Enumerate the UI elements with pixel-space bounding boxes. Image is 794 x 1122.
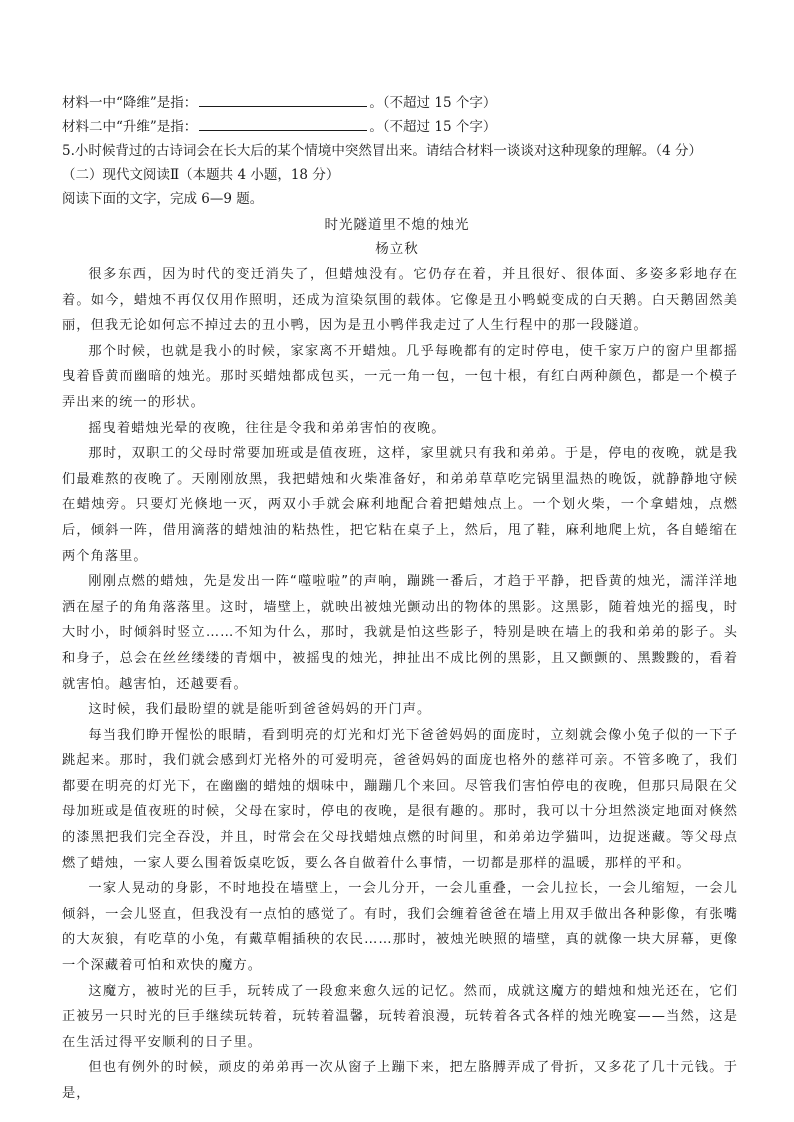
- question-4-limit-2: 。（不超过 15 个字）: [369, 119, 497, 135]
- answer-blank-1[interactable]: [199, 94, 367, 107]
- section-heading: （二）现代文阅读Ⅱ（本题共 4 小题，18 分）: [62, 167, 340, 183]
- paragraph: 一家人晃动的身影，不时地投在墙壁上，一会儿分开，一会儿重叠，一会儿拉长，一会儿缩短，一会儿倾斜，一会儿竖直，但我没有一点怕的感觉了。有时，我们会缠着爸爸在墙上用双手做出各种影像，有张嘴的大灰狼，有吃草的小兔，有戴草帽插秧的农民……那时，被烛光映照的墙壁，真的就像一块大屏幕，更像一个深藏着可怕和欢快的魔方。: [62, 881, 738, 974]
- paragraph: 每当我们睁开惺忪的眼睛，看到明亮的灯光和灯光下爸爸妈妈的面庞时，立刻就会像小兔子似的一下子跳起来。那时，我们就会感到灯光格外的可爱明亮，爸爸妈妈的面庞也格外的慈祥可亲。不管多晚了，我们都要在明亮的灯光下，在幽幽的蜡烛的烟味中，蹦蹦几个来回。尽管我们害怕停电的夜晚，但那只局限在父母加班或是值夜班的时候，父母在家时，停电的夜晚，是很有趣的。那时，我可以十分坦然淡定地面对倏然的漆黑把我们完全吞没，并且，时常会在父母找蜡烛点燃的时间里，和弟弟边学猫叫，边捉迷藏。等父母点燃了蜡烛，一家人要么围着饭桌吃饭，要么各自做着什么事情，一切都是那样的温暖，那样的平和。: [62, 727, 738, 871]
- article-author: 杨立秋: [375, 241, 419, 257]
- paragraph: 这时候，我们最盼望的就是能听到爸爸妈妈的开门声。: [88, 702, 432, 718]
- paragraph: 这魔方，被时光的巨手，玩转成了一段愈来愈久远的记忆。然而，成就这魔方的蜡烛和烛光还在，它们正被另一只时光的巨手继续玩转着，玩转着温馨，玩转着浪漫，玩转着各式各样的烛光晚宴——当然，这是在生活过得平安顺利的日子里。: [62, 983, 738, 1050]
- reading-instruction: 阅读下面的文字，完成 6—9 题。: [62, 191, 264, 207]
- article-title: 时光隧道里不熄的烛光: [324, 217, 470, 233]
- answer-blank-2[interactable]: [199, 118, 367, 131]
- question-4-limit-1: 。（不超过 15 个字）: [369, 95, 497, 111]
- paragraph: 但也有例外的时候，顽皮的弟弟再一次从窗子上蹦下来，把左胳膊弄成了骨折，又多花了几十元钱。于是，: [62, 1060, 738, 1101]
- paragraph: 那时，双职工的父母时常要加班或是值夜班，这样，家里就只有我和弟弟。于是，停电的夜晚，就是我们最难熬的夜晚了。天刚刚放黑，我把蜡烛和火柴准备好，和弟弟草草吃完锅里温热的晚饭，就静静地守候在蜡烛旁。只要灯光倏地一灭，两双小手就会麻利地配合着把蜡烛点上。一个划火柴，一个拿蜡烛，点燃后，倾斜一阵，借用滴落的蜡烛油的粘热性，把它粘在桌子上，然后，甩了鞋，麻利地爬上炕，各自蜷缩在两个角落里。: [62, 446, 738, 564]
- paragraph: 很多东西，因为时代的变迁消失了，但蜡烛没有。它仍存在着，并且很好、很体面、多姿多彩地存在着。如今，蜡烛不再仅仅用作照明，还成为渲染氛围的载体。它像是丑小鸭蜕变成的白天鹅。白天鹅固然美丽，但我无论如何忘不掉过去的丑小鸭，因为是丑小鸭伴我走过了人生行程中的那一段隧道。: [62, 267, 738, 334]
- paragraph: 刚刚点燃的蜡烛，先是发出一阵“噬啦啦”的声响，蹦跳一番后，才趋于平静，把昏黄的烛光，濡洋洋地洒在屋子的角角落落里。这时，墙壁上，就映出被烛光颤动出的物体的黑影。这黑影，随着烛光的摇曳，时大时小，时倾斜时竖立……不知为什么，那时，我就是怕这些影子，特别是映在墙上的我和弟弟的影子。头和身子，总会在丝丝缕缕的青烟中，被摇曳的烛光，抻扯出不成比例的黑影，且又颤颤的、黑黢黢的，看着就害怕。越害怕，还越要看。: [62, 574, 738, 692]
- question-4-line-2: [62, 117, 496, 137]
- question-5: 5.小时候背过的古诗词会在长大后的某个情境中突然冒出来。请结合材料一谈谈对这种现象的理解。（4 分）: [62, 143, 703, 159]
- paragraph: 那个时候，也就是我小的时候，家家离不开蜡烛。几乎每晚都有的定时停电，使千家万户的窗户里都摇曳着昏黄而幽暗的烛光。那时买蜡烛都成包买，一元一角一包，一包十根，有红白两种颜色，都是一个模子弄出来的统一的形状。: [62, 343, 738, 410]
- question-4-line-1: [62, 93, 496, 113]
- paragraph: 摇曳着蜡烛光晕的夜晚，往往是令我和弟弟害怕的夜晚。: [88, 420, 446, 436]
- article-body: [62, 262, 738, 1107]
- question-4-prompt-2: 材料二中“升维”是指：: [62, 119, 198, 135]
- question-4-prompt-1: 材料一中“降维”是指：: [62, 95, 198, 111]
